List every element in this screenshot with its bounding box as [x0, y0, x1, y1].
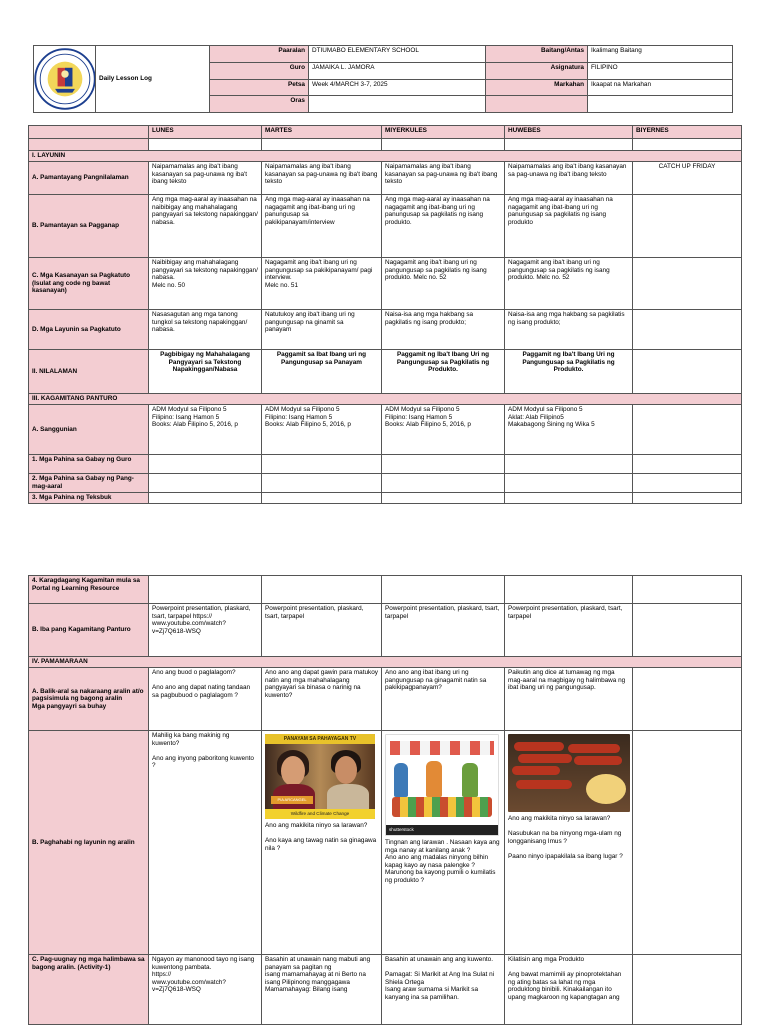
- row-label-pamantayan-sa-pagganap: B. Pamantayan sa Pagganap: [29, 195, 149, 258]
- empty-value: [588, 96, 733, 113]
- cell: [633, 195, 742, 258]
- cell: Naisa-isa ang mga hakbang sa pagkilatis ng isang produkto;: [505, 310, 633, 350]
- cell: Nagagamit ang iba't ibang uri ng pangungusap sa pakikipanayam/ pagi interview. Melc no. 51: [262, 258, 382, 310]
- cell: Paggamit ng Iba't Ibang Uri ng Pangungusap sa Pagkilatis ng Produkto.: [505, 350, 633, 394]
- cell: Basahin at unawain nang mabuti ang panayam sa pagitan ng isang mamamahayag at ni Berto na isang Pilipinong manggagawa Mamamahayag: Bilang isang: [262, 955, 382, 1025]
- quarter-value: Ikaapat na Markahan: [588, 79, 733, 96]
- row-label-paghahabi: B. Paghahabi ng layunin ng aralin: [29, 731, 149, 955]
- catch-up-friday-label: CATCH UP FRIDAY: [633, 162, 742, 195]
- day-header-blank: [29, 126, 149, 139]
- cell: Kilatisin ang mga Produkto Ang bawat mamimili ay pinoprotektahan ng ating batas sa lahat ng mga produktong binibili. Kinakailangan ito upang magkaroon ng kapangtagan ang: [505, 955, 633, 1025]
- day-header-lunes: LUNES: [149, 126, 262, 139]
- cell: Powerpoint presentation, plaskard, tsart, tarpapel: [505, 604, 633, 657]
- cell: Powerpoint presentation, plaskard, tsart, tarpapel https:// www.youtube.com/watch?v=Zj7Q618-WSQ: [149, 604, 262, 657]
- cell: Paggamit ng Iba't Ibang Uri ng Pangungusap sa Pagkilatis ng Produkto.: [382, 350, 505, 394]
- date-value: Week 4/MARCH 3-7, 2025: [309, 79, 486, 96]
- cell: Nagagamit ang iba't ibang uri ng pangungusap sa pagkilatis ng isang produkto. Melc no. 52: [382, 258, 505, 310]
- school-value: DTIUMABO ELEMENTARY SCHOOL: [309, 46, 486, 63]
- lesson-table-part-2: [28, 575, 742, 1025]
- school-label: Paaralan: [210, 46, 309, 63]
- row-label-iba-pang-kagamitan: B. Iba pang Kagamitang Panturo: [29, 604, 149, 657]
- cell: Powerpoint presentation, plaskard, tsart, tarpapel: [382, 604, 505, 657]
- cell-with-image: [262, 731, 382, 955]
- cell: [633, 405, 742, 455]
- cell: [633, 604, 742, 657]
- cell: Pagbibigay ng Mahahalagang Pangyayari sa Tekstong Napakinggan/Nabasa: [149, 350, 262, 394]
- grade-label: Baitang/Antas: [486, 46, 588, 63]
- cell: Ano ang buod o paglalagom? Ano ano ang dapat nating tandaan sa pagbubuod o paglalagom ?: [149, 668, 262, 731]
- row-label-kasanayan-sa-pagkatuto: C. Mga Kasanayan sa Pagkatuto (Isulat ang code ng bawat kasanayan): [29, 258, 149, 310]
- row-label-balik-aral: A. Balik-aral sa nakaraang aralin at/o pagsisimula ng bagong aralin Mga pangyayri sa buhay: [29, 668, 149, 731]
- teacher-value: JAMAIKA L. JAMORA: [309, 62, 486, 79]
- cell: Ang mga mag-aaral ay inaasahan na nagagamit ang ibat-ibang uri ng panungusap sa pagkilatis ng isang produkto.: [382, 195, 505, 258]
- row-label-pahina-mag-aaral: 2. Mga Pahina sa Gabay ng Pang-mag-aaral: [29, 474, 149, 493]
- section-pamamaraan: IV. PAMAMARAAN: [29, 657, 742, 668]
- cell: Powerpoint presentation, plaskard, tsart, tarpapel: [262, 604, 382, 657]
- cell: [633, 258, 742, 310]
- market-image: [385, 734, 499, 836]
- date-label: Petsa: [210, 79, 309, 96]
- cell: [633, 955, 742, 1025]
- cell: Nasasagutan ang mga tanong tungkol sa tekstong napakinggan/ nabasa.: [149, 310, 262, 350]
- cell: Basahin at unawain ang ang kuwento. Pamagat: Si Marikit at Ang Ina Sulat ni Shiela Ortega Isang araw sumama si Marikit sa kanyang ina sa pamilihan.: [382, 955, 505, 1025]
- cell: Natutukoy ang iba't ibang uri ng pangungusap na ginamit sa panayam: [262, 310, 382, 350]
- row-blank: [29, 139, 149, 151]
- interview-image-banner: PANAYAM SA PAHAYAGAN TV: [265, 734, 375, 744]
- cell: Naipamamalas ang iba't ibang kasanayan sa pag-unawa ng iba't ibang teksto: [262, 162, 382, 195]
- row-label-pamantayang-pangnilalaman: A. Pamantayang Pangnilalaman: [29, 162, 149, 195]
- cell: [633, 310, 742, 350]
- interview-image: [265, 734, 375, 819]
- deped-seal-icon: [34, 48, 96, 110]
- header-table: [33, 45, 733, 113]
- row-label-pahina-teksbuk: 3. Mga Pahina ng Teksbuk: [29, 493, 149, 504]
- section-nilalaman: II. NILALAMAN: [29, 350, 149, 394]
- day-header-biyernes: BIYERNES: [633, 126, 742, 139]
- cell: Naipamamalas ang iba't ibang kasanayan sa pag-unawa ng iba't ibang teksto: [149, 162, 262, 195]
- day-header-martes: MARTES: [262, 126, 382, 139]
- cell: ADM Modyul sa Filipono 5 Aklat: Alab Filipino5 Makabagong Sining ng Wika 5: [505, 405, 633, 455]
- cell: Mahilig ka bang makinig ng kuwento? Ano ang inyong paboritong kuwento ?: [149, 731, 262, 955]
- cell: Naisa-isa ang mga hakbang sa pagkilatis ng isang produkto;: [382, 310, 505, 350]
- cell: ADM Modyul sa Filipono 5 Filipino: Isang Hamon 5 Books: Alab Filipino 5, 2016, p: [262, 405, 382, 455]
- cell-text: Ano ang makikita ninyo sa larawan? Nasubukan na ba ninyong mga-ulam ng longganisang Imus ? Paano ninyo ipapakilala sa ibang lugar ?: [508, 815, 623, 860]
- section-layunin: I. LAYUNIN: [29, 151, 742, 162]
- day-header-huwebes: HUWEBES: [505, 126, 633, 139]
- grade-value: Ikalimang Baitang: [588, 46, 733, 63]
- section-kagamitang-panturo: III. KAGAMITANG PANTURO: [29, 394, 742, 405]
- interview-image-caption: Wildfire and Climate Change: [265, 809, 375, 819]
- row-label-sanggunian: A. Sanggunian: [29, 405, 149, 455]
- cell: Naibibigay ang mahahalagang pangyayari sa tekstong napakinggan/ nabasa. Melc no. 50: [149, 258, 262, 310]
- cell-with-image: [505, 731, 633, 955]
- quarter-label: Markahan: [486, 79, 588, 96]
- cell: Ngayon ay manonood tayo ng isang kuwentong pambata. https:// www.youtube.com/watch?v=Zj7Q618-WSQ: [149, 955, 262, 1025]
- document-title: Daily Lesson Log: [96, 46, 210, 113]
- cell-with-image: [382, 731, 505, 955]
- cell: Ang mga mag-aaral ay inaasahan na nagagamit ang ibat-ibang uri ng panungusap sa pagkilatis ng isang produkto: [505, 195, 633, 258]
- row-label-layunin-sa-pagkatuto: D. Mga Layunin sa Pagkatuto: [29, 310, 149, 350]
- teacher-label: Guro: [210, 62, 309, 79]
- empty-label: [486, 96, 588, 113]
- interview-image-name-tag: PIA ARCANGEL: [271, 796, 313, 804]
- cell: Nagagamit ang iba't ibang uri ng pangungusap sa pagkilatis ng isang produkto. Melc no. 52: [505, 258, 633, 310]
- row-label-pag-uugnay: C. Pag-uugnay ng mga halimbawa sa bagong aralin. (Activity-1): [29, 955, 149, 1025]
- time-label: Oras: [210, 96, 309, 113]
- cell: Naipamamalas ang iba't ibang kasanayan sa pag-unawa ng iba't ibang teksto: [382, 162, 505, 195]
- cell: ADM Modyul sa Filipono 5 Filipino: Isang Hamon 5 Books: Alab Filipino 5, 2016, p: [149, 405, 262, 455]
- cell-text: Ano ang makikita ninyo sa larawan? Ano kaya ang tawag natin sa ginagawa nila ?: [265, 822, 377, 852]
- cell: Paikutin ang dice at tumawag ng mga mag-aaral na magbigay ng halimbawa ng ibat ibang uri ng pangungusap.: [505, 668, 633, 731]
- subject-label: Asignatura: [486, 62, 588, 79]
- cell: [633, 350, 742, 394]
- cell: Naipamamalas ang iba't ibang kasanayan sa pag-unawa ng iba't ibang teksto: [505, 162, 633, 195]
- time-value: [309, 96, 486, 113]
- cell: Ano ano ang ibat ibang uri ng pangungusap na ginagamit natin sa pakikipagpanayam?: [382, 668, 505, 731]
- longganisa-image: [508, 734, 630, 812]
- subject-value: FILIPINO: [588, 62, 733, 79]
- row-label-portal: 4. Karagdagang Kagamitan mula sa Portal ng Learning Resource: [29, 576, 149, 604]
- logo-cell: [34, 46, 96, 113]
- lesson-table-part-1: [28, 125, 742, 504]
- cell: ADM Modyul sa Filipono 5 Filipino: Isang Hamon 5 Books: Alab Filipino 5, 2016, p: [382, 405, 505, 455]
- cell-text: Tingnan ang larawan . Nasaan kaya ang mga nanay at kanilang anak ? Ano ano ang madalas ninyong bilhin kapag kayo ay nasa palengke ? Marunong ba kayong pumili o kumilatis ng produkto ?: [385, 839, 500, 884]
- cell: Ano ano ang dapat gawin para matukoy natin ang mga mahahalagang pangyayari sa binasa o narinig na kuwento?: [262, 668, 382, 731]
- market-image-watermark: shutterstock: [386, 825, 498, 835]
- row-label-pahina-guro: 1. Mga Pahina sa Gabay ng Guro: [29, 455, 149, 474]
- cell: Paggamit sa Ibat Ibang uri ng Pangungusap sa Panayam: [262, 350, 382, 394]
- day-header-miyerkules: MIYERKULES: [382, 126, 505, 139]
- cell: Ang mga mag-aaral ay inaasahan na naibibigay ang mahahalagang pangyayari sa tekstong napakinggan/ nabasa.: [149, 195, 262, 258]
- cell: Ang mga mag-aaral ay inaasahan na nagagamit ang ibat-ibang uri ng panungusap sa pakikipanayam/interview: [262, 195, 382, 258]
- cell: [633, 668, 742, 731]
